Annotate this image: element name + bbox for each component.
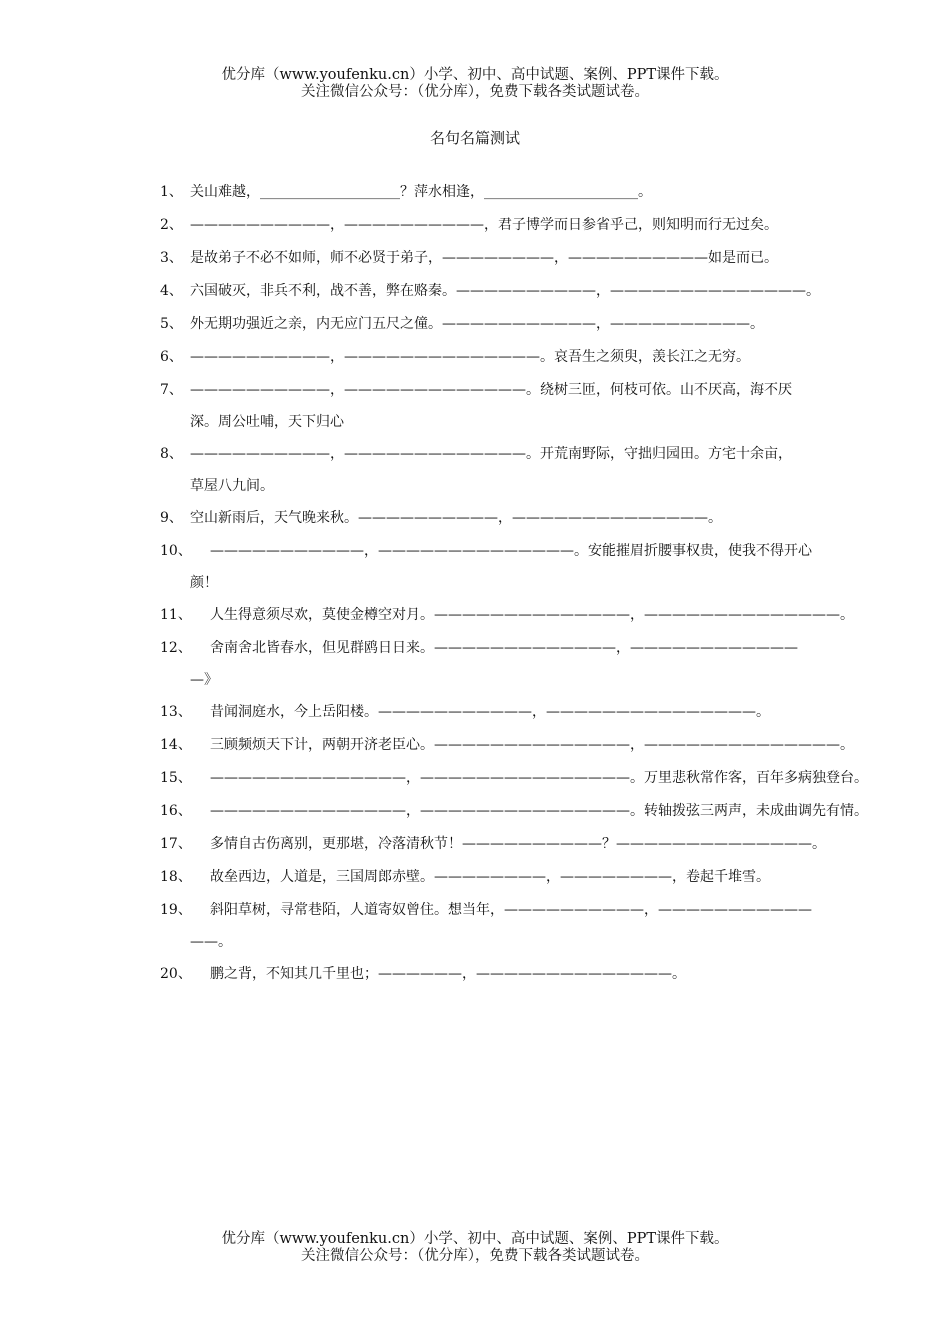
question-number: 3、	[160, 250, 183, 266]
question-item	[160, 341, 820, 374]
footer-line-1: 优分库（www.youfenku.cn）小学、初中、高中试题、案例、PPT课件下载。	[221, 1231, 729, 1247]
question-number: 14、	[160, 737, 192, 753]
footer-line-2: 关注微信公众号：（优分库），免费下载各类试题试卷。	[301, 1248, 649, 1264]
question-item	[160, 209, 820, 242]
question-number: 2、	[160, 217, 183, 233]
question-list	[160, 176, 868, 991]
question-number: 19、	[160, 902, 192, 918]
question-number: 11、	[160, 607, 192, 623]
question-number: 12、	[160, 640, 192, 656]
question-number: 20、	[160, 966, 192, 982]
question-item	[160, 828, 826, 861]
question-text: 是故弟子不必不如师，师不必贤于弟子，————————，——————————如是而已。	[190, 250, 778, 266]
question-item	[160, 438, 820, 502]
question-text: 昔闻洞庭水，今上岳阳楼。———————————，———————————————。	[210, 704, 770, 720]
question-text: ——————————，—————————————。开荒南野际，守拙归园田。方宅十余亩，	[190, 446, 792, 462]
question-continuation: ——。	[190, 934, 232, 950]
question-text: ———————————，——————————————。安能摧眉折腰事权贵，使我不得开心	[210, 543, 812, 559]
question-number: 18、	[160, 869, 192, 885]
question-number: 9、	[160, 510, 183, 526]
question-item	[160, 632, 820, 696]
question-continuation: 深。周公吐哺，天下归心	[190, 414, 344, 430]
question-number: 8、	[160, 446, 183, 462]
question-number: 1、	[160, 184, 183, 200]
question-item	[160, 696, 820, 729]
question-continuation: —》	[190, 672, 218, 688]
question-item	[160, 861, 820, 894]
question-number: 5、	[160, 316, 183, 332]
question-number: 6、	[160, 349, 183, 365]
question-continuation: 颜！	[190, 575, 218, 591]
question-item	[160, 374, 820, 438]
question-item	[160, 599, 854, 632]
page-header	[0, 67, 950, 101]
question-item	[160, 308, 820, 341]
question-number: 7、	[160, 382, 183, 398]
question-text: 空山新雨后，天气晚来秋。——————————，——————————————。	[190, 510, 722, 526]
question-continuation: 草屋八九间。	[190, 478, 274, 494]
question-text: ——————————，——————————，君子博学而日参省乎己，则知明而行无过矣。	[190, 217, 778, 233]
question-text: 六国破灭，非兵不利，战不善，弊在赂秦。——————————，——————————————。	[190, 283, 820, 299]
question-item	[160, 729, 854, 762]
question-item	[160, 894, 820, 958]
question-text: 斜阳草树，寻常巷陌，人道寄奴曾住。想当年，——————————，———————————	[210, 902, 812, 918]
question-number: 13、	[160, 704, 192, 720]
question-text: 故垒西边，人道是，三国周郎赤壁。————————，————————，卷起千堆雪。	[210, 869, 770, 885]
question-item	[160, 535, 820, 599]
question-text: 人生得意须尽欢，莫使金樽空对月。——————————————，——————————————。	[210, 607, 854, 623]
question-item	[160, 502, 820, 535]
question-text: 三顾频烦天下计，两朝开济老臣心。——————————————，——————————————。	[210, 737, 854, 753]
question-number: 4、	[160, 283, 183, 299]
question-item	[160, 242, 820, 275]
question-item	[160, 958, 820, 991]
question-number: 15、	[160, 770, 192, 786]
question-text: 外无期功强近之亲，内无应门五尺之僮。———————————，——————————。	[190, 316, 764, 332]
question-item	[160, 176, 820, 209]
document-title: 名句名篇测试	[429, 129, 520, 147]
question-text: ——————————，—————————————。绕树三匝，何枝可依。山不厌高，海不厌	[190, 382, 792, 398]
header-line-2: 关注微信公众号：（优分库），免费下载各类试题试卷。	[301, 84, 649, 100]
page-footer	[0, 1231, 950, 1265]
question-text: 舍南舍北皆春水，但见群鸥日日来。—————————————，————————————	[210, 640, 798, 656]
header-line-1: 优分库（www.youfenku.cn）小学、初中、高中试题、案例、PPT课件下载。	[221, 67, 729, 83]
question-number: 16、	[160, 803, 192, 819]
question-number: 17、	[160, 836, 192, 852]
question-number: 10、	[160, 543, 192, 559]
question-item	[160, 275, 820, 308]
question-text: ——————————————，———————————————。转轴拨弦三两声，未成曲调先有情。	[210, 803, 868, 819]
question-item	[160, 762, 868, 795]
question-item	[160, 795, 868, 828]
question-text: 鹏之背，不知其几千里也；——————，——————————————。	[210, 966, 686, 982]
question-text: 关山难越，____________________？萍水相逢，______________________。	[190, 184, 652, 200]
question-text: 多情自古伤离别，更那堪，冷落清秋节！——————————？——————————————。	[210, 836, 826, 852]
question-text: ——————————，——————————————。哀吾生之须臾，羡长江之无穷。	[190, 349, 750, 365]
question-text: ——————————————，———————————————。万里悲秋常作客，百年多病独登台。	[210, 770, 868, 786]
